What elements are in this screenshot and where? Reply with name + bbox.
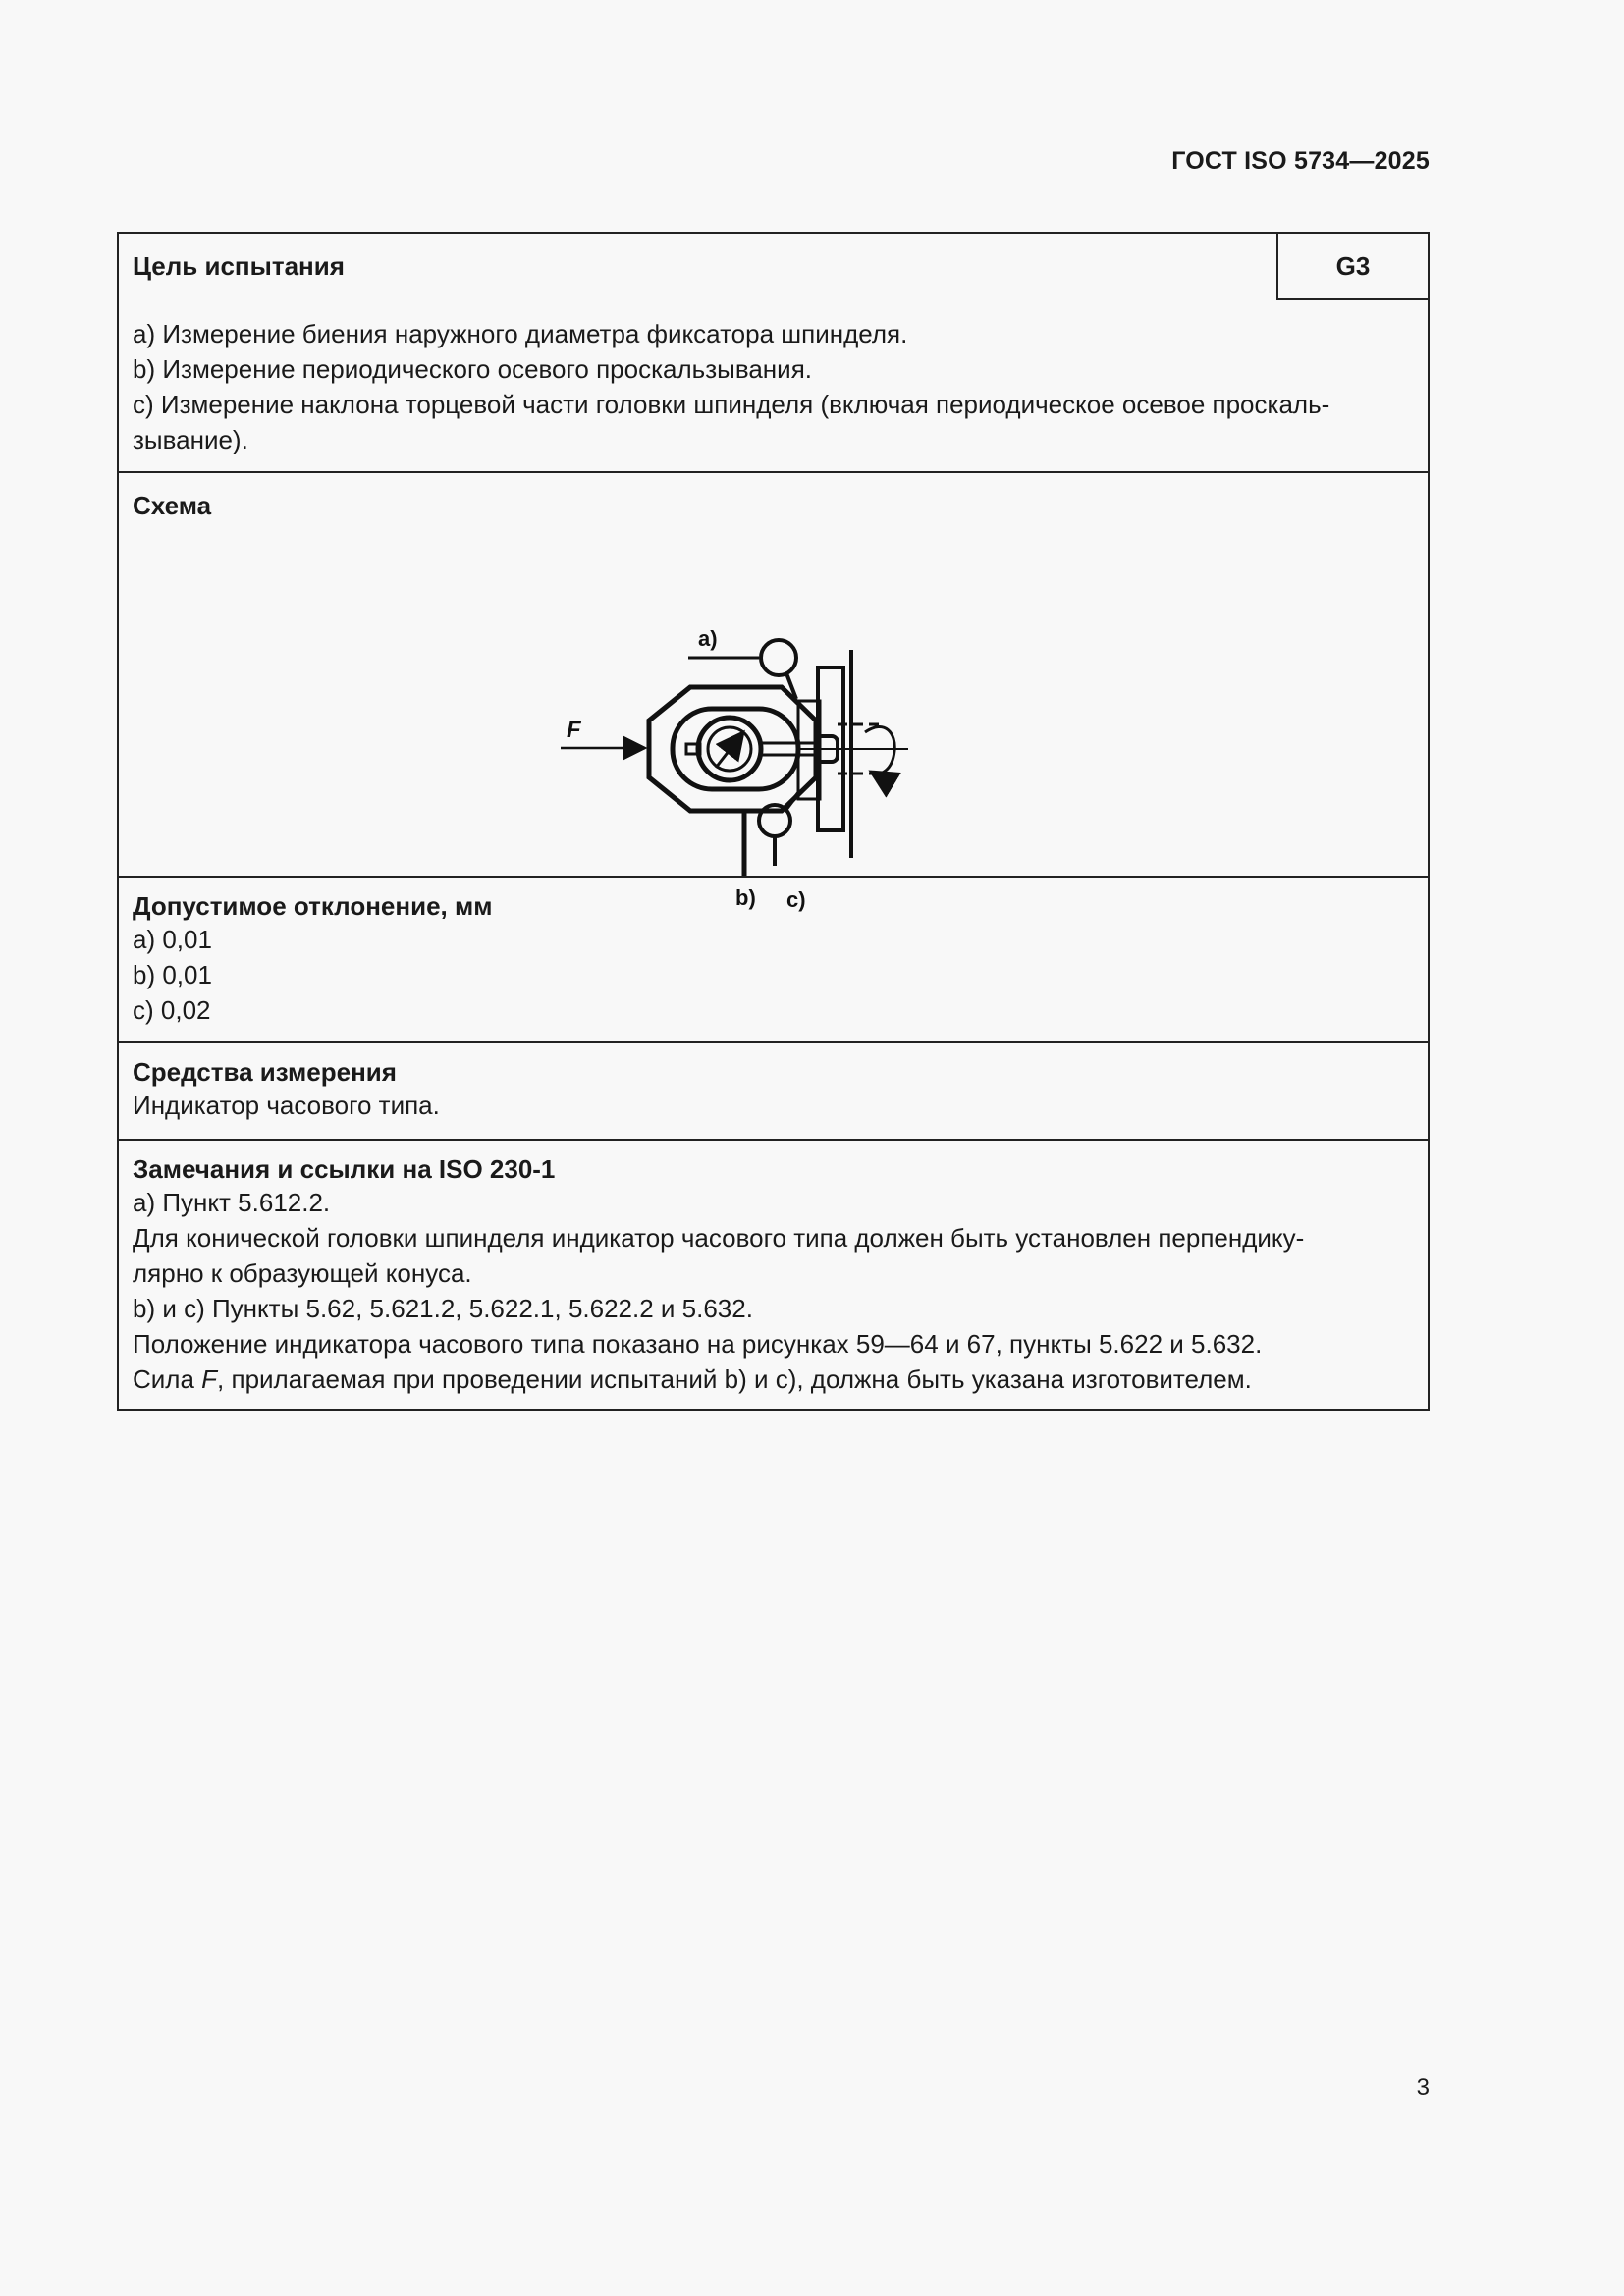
- notes-line-1: a) Пункт 5.612.2.: [133, 1188, 331, 1217]
- tolerance-item-b: b) 0,01: [133, 960, 212, 989]
- purpose-item-c: c) Измерение наклона торцевой части головки шпинделя (включая периодическое осевое проскаль-: [133, 390, 1330, 419]
- purpose-items: [119, 300, 1428, 471]
- document-id: ГОСТ ISO 5734—2025: [1171, 147, 1430, 175]
- test-sheet-table: [117, 232, 1430, 1411]
- notes-line-3: лярно к образующей конуса.: [133, 1258, 472, 1288]
- purpose-item-c-cont: зывание).: [133, 425, 248, 454]
- scheme-diagram: [551, 552, 1022, 912]
- label-b: b): [735, 885, 756, 910]
- tolerance-title: Допустимое отклонение, мм: [133, 891, 493, 921]
- notes-line-5: Положение индикатора часового типа показано на рисунках 59—64 и 67, пункты 5.622 и 5.632.: [133, 1329, 1263, 1359]
- label-c: c): [786, 887, 806, 912]
- tools-text: Индикатор часового типа.: [133, 1091, 440, 1120]
- notes-line-6: [133, 1362, 1414, 1397]
- notes-line-6-post: , прилагаемая при проведении испытаний b) и c), должна быть указана изготовителем.: [217, 1364, 1252, 1394]
- force-label: F: [567, 717, 581, 743]
- notes-section: [119, 1139, 1428, 1409]
- page-number: 3: [1416, 2074, 1430, 2101]
- notes-line-2: Для конической головки шпинделя индикатор часового типа должен быть установлен перпендику-: [133, 1223, 1305, 1253]
- tolerance-item-c: c) 0,02: [133, 995, 211, 1025]
- indicator-a-circle: [761, 640, 796, 675]
- purpose-item-a: a) Измерение биения наружного диаметра фиксатора шпинделя.: [133, 319, 908, 348]
- rotation-arrow: [865, 726, 894, 773]
- notes-line-4: b) и c) Пункты 5.62, 5.621.2, 5.622.1, 5.622.2 и 5.632.: [133, 1294, 753, 1323]
- spindle-nose-outline: [673, 709, 798, 789]
- tools-section: [119, 1041, 1428, 1139]
- scheme-title: Схема: [133, 491, 212, 520]
- purpose-title: Цель испытания: [133, 251, 345, 281]
- force-symbol: F: [201, 1364, 218, 1394]
- purpose-section: [119, 234, 1428, 471]
- label-a: a): [698, 626, 718, 651]
- notes-title: Замечания и ссылки на ISO 230-1: [133, 1154, 556, 1184]
- purpose-item-b: b) Измерение периодического осевого проскальзывания.: [133, 354, 812, 384]
- test-code: G3: [1276, 234, 1428, 300]
- tolerance-section: [119, 876, 1428, 1041]
- purpose-header-row: [119, 234, 1428, 300]
- notes-line-6-pre: Сила: [133, 1364, 202, 1394]
- tools-title: Средства измерения: [133, 1057, 397, 1087]
- dial-needle: [716, 732, 743, 768]
- tolerance-item-a: a) 0,01: [133, 925, 212, 954]
